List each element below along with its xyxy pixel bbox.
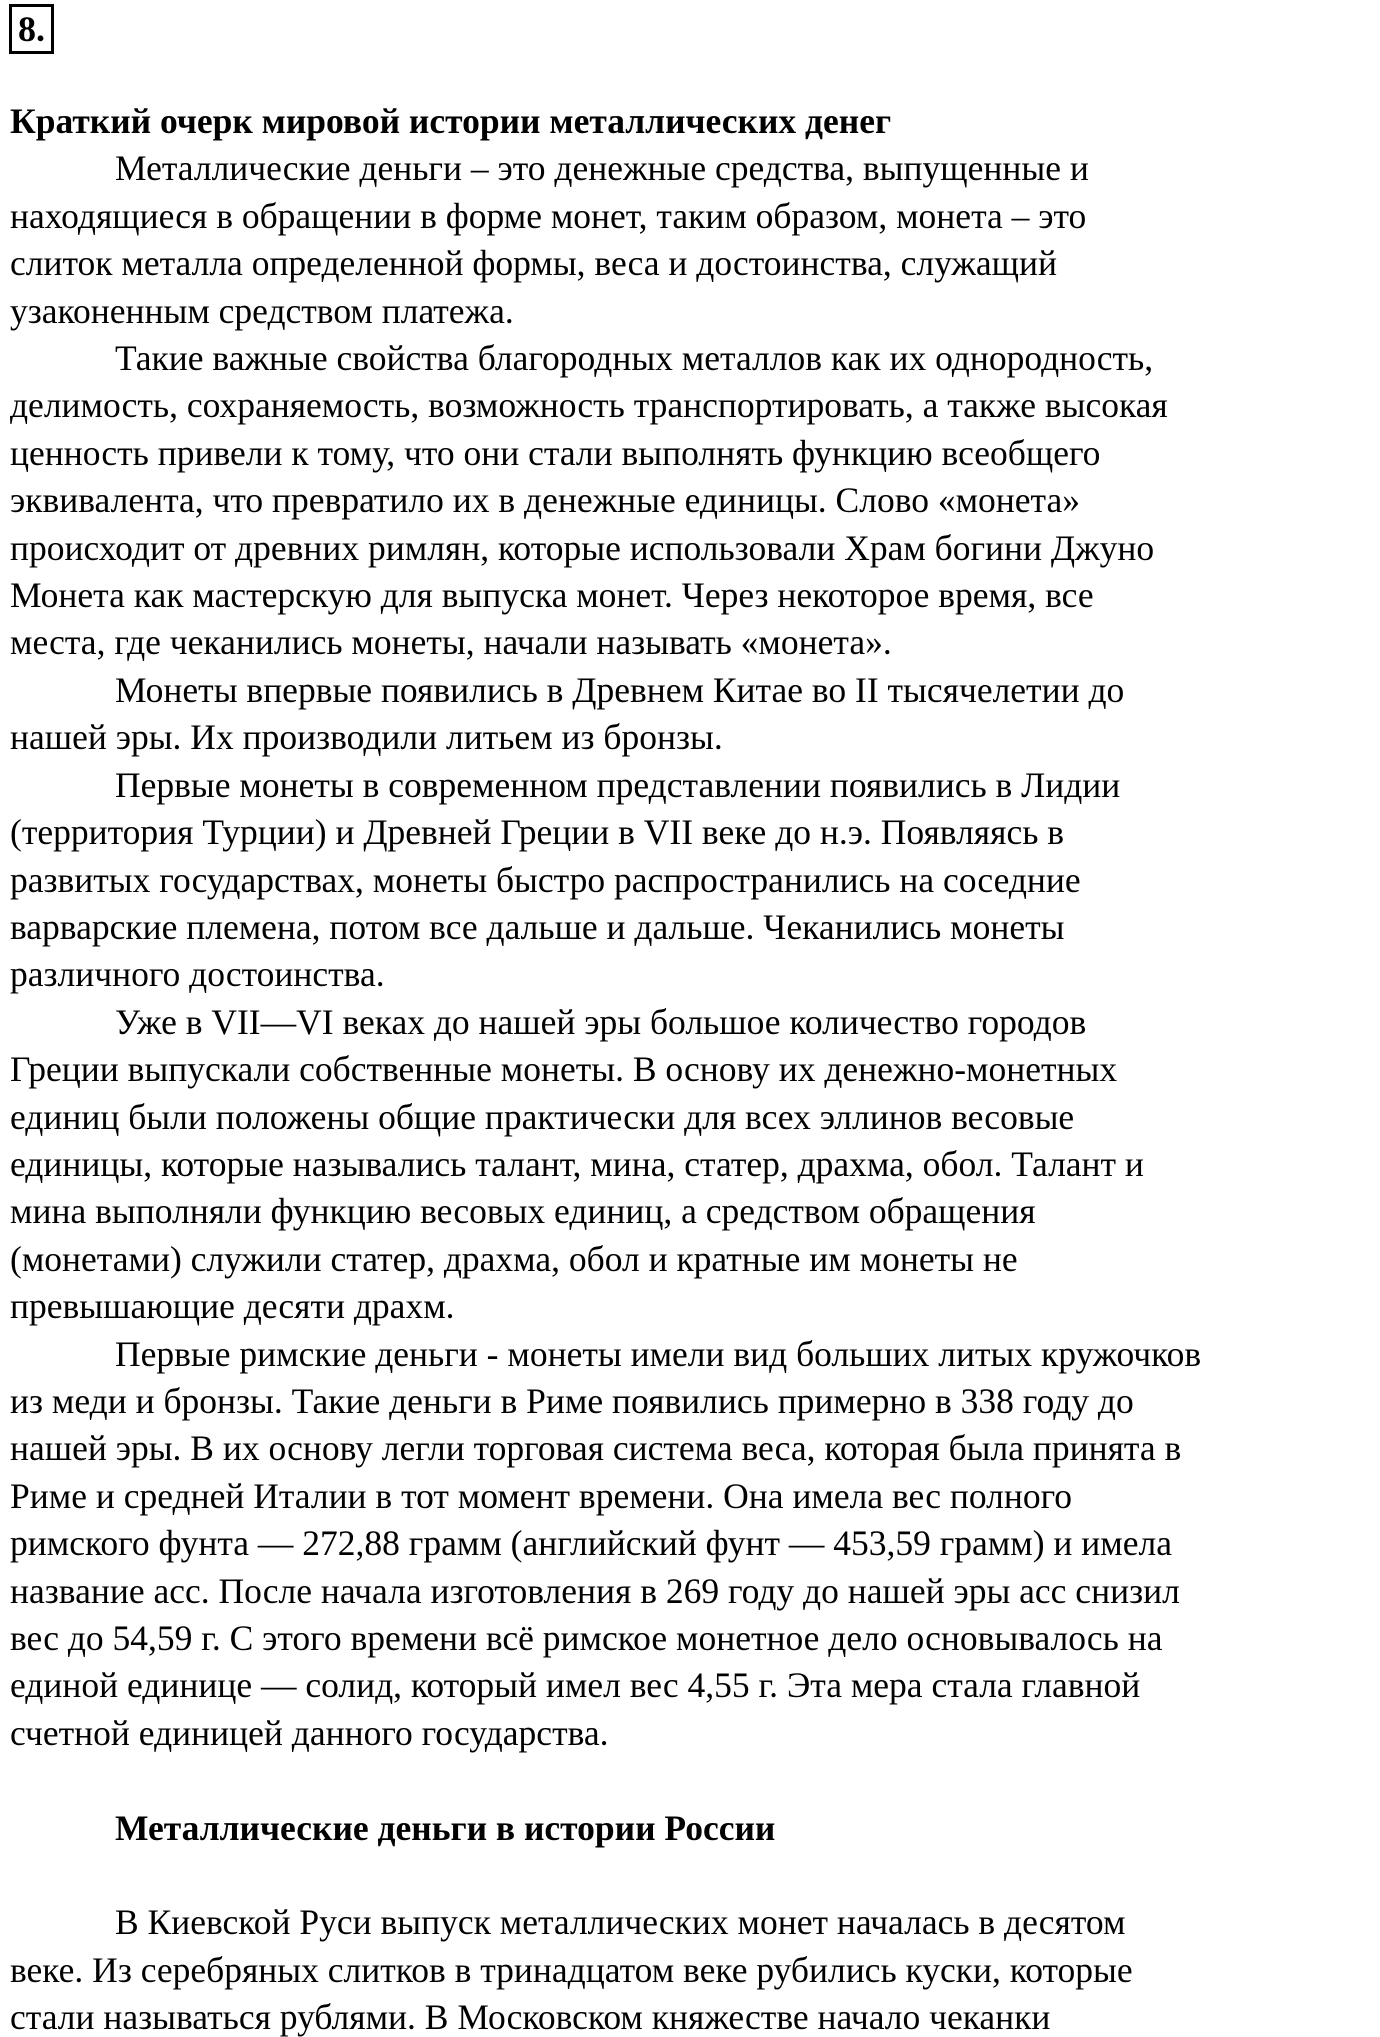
- blank-line: [10, 1852, 1380, 1899]
- paragraph-line: (территория Турции) и Древней Греции в VII веке до н.э. Появляясь в: [10, 812, 1065, 853]
- paragraph-line: из меди и бронзы. Такие деньги в Риме появились примерно в 338 году до: [10, 1380, 1134, 1421]
- paragraph-line: находящиеся в обращении в форме монет, таким образом, монета – это: [10, 195, 1087, 236]
- paragraph-line: происходит от древних римлян, которые использовали Храм богини Джуно: [10, 527, 1155, 568]
- blank-line: [10, 1757, 1380, 1804]
- paragraph-line: Монета как мастерскую для выпуска монет. Через некоторое время, все: [10, 575, 1094, 616]
- paragraph-line: ценность привели к тому, что они стали выполнять функцию всеобщего: [10, 432, 1101, 473]
- paragraph-line: превышающие десяти драхм.: [10, 1286, 455, 1327]
- paragraph-line: различного достоинства.: [10, 954, 385, 995]
- paragraph-line: В Киевской Руси выпуск металлических монет началась в десятом: [115, 1902, 1126, 1943]
- paragraph-line: Первые римские деньги - монеты имели вид больших литых кружочков: [115, 1333, 1202, 1374]
- section-1-title: Краткий очерк мировой истории металлических денег: [10, 101, 892, 141]
- paragraph-line: Греции выпускали собственные монеты. В основу их денежно-монетных: [10, 1049, 1118, 1090]
- paragraph-line: Такие важные свойства благородных металлов как их однородность,: [115, 338, 1154, 379]
- paragraph-line: Металлические деньги – это денежные средства, выпущенные и: [115, 148, 1089, 189]
- paragraph-line: римского фунта — 272,88 грамм (английский фунт — 453,59 грамм) и имела: [10, 1523, 1172, 1564]
- paragraph-line: название асс. После начала изготовления в 269 году до нашей эры асс снизил: [10, 1570, 1180, 1611]
- paragraph-line: делимость, сохраняемость, возможность транспортировать, а также высокая: [10, 385, 1168, 426]
- paragraph-line: единиц были положены общие практически для всех эллинов весовые: [10, 1096, 1075, 1137]
- paragraph-line: места, где чеканились монеты, начали называть «монета».: [10, 622, 892, 663]
- paragraph-line: единицы, которые назывались талант, мина, статер, драхма, обол. Талант и: [10, 1143, 1144, 1184]
- paragraph-line: нашей эры. Их производили литьем из бронзы.: [10, 717, 723, 758]
- paragraph-line: единой единице — солид, который имел вес 4,55 г. Эта мера стала главной: [10, 1665, 1141, 1706]
- paragraph-line: слиток металла определенной формы, веса и достоинства, служащий: [10, 243, 1057, 284]
- paragraph-line: Монеты впервые появились в Древнем Китае во II тысячелетии до: [115, 669, 1125, 710]
- paragraph-line: Первые монеты в современном представлении появились в Лидии: [115, 764, 1121, 805]
- paragraph-line: варварские племена, потом все дальше и дальше. Чеканились монеты: [10, 906, 1065, 947]
- paragraph-line: нашей эры. В их основу легли торговая система веса, которая была принята в: [10, 1428, 1182, 1469]
- paragraph-line: Уже в VII—VI веках до нашей эры большое количество городов: [115, 1001, 1087, 1042]
- paragraph-line: веке. Из серебряных слитков в тринадцатом веке рубились куски, которые: [10, 1949, 1133, 1990]
- section-2-title: Металлические деньги в истории России: [115, 1807, 776, 1848]
- paragraph-line: развитых государствах, монеты быстро распространились на соседние: [10, 859, 1081, 900]
- paragraph-line: вес до 54,59 г. С этого времени всё римское монетное дело основывалось на: [10, 1618, 1163, 1658]
- paragraph-line: эквивалента, что превратило их в денежные единицы. Слово «монета»: [10, 480, 1081, 521]
- paragraph-line: узаконенным средством платежа.: [10, 290, 514, 331]
- paragraph-line: счетной единицей данного государства.: [10, 1712, 609, 1753]
- paragraph-line: Риме и средней Италии в тот момент времени. Она имела вес полного: [10, 1475, 1073, 1516]
- task-number-box: 8.: [9, 4, 54, 54]
- paragraph-line: стали называться рублями. В Московском княжестве начало чеканки: [10, 1997, 1051, 2037]
- paragraph-line: мина выполняли функцию весовых единиц, а средством обращения: [10, 1191, 1036, 1232]
- document-content: [10, 98, 1380, 2037]
- paragraph-line: (монетами) служили статер, драхма, обол и кратные им монеты не: [10, 1238, 1018, 1279]
